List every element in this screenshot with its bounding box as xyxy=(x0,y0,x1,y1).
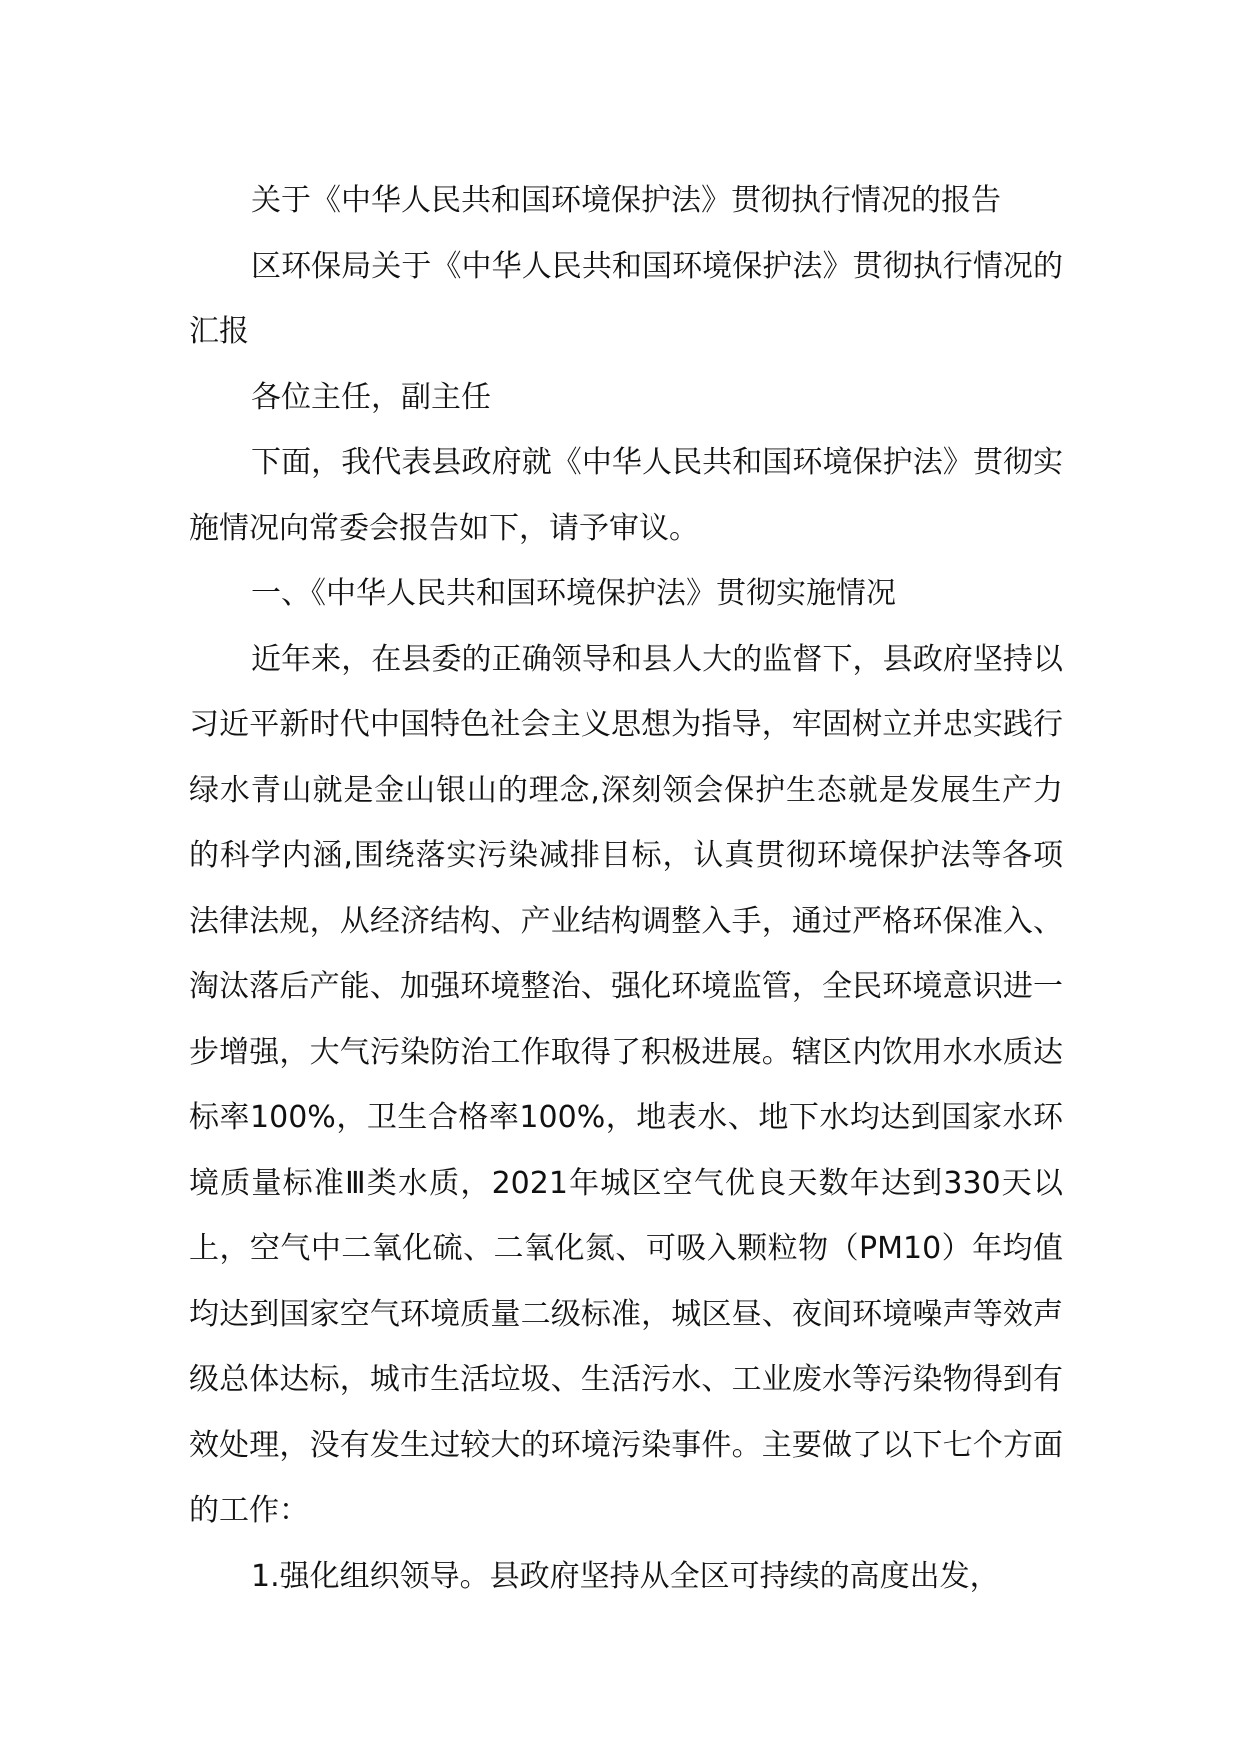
document-subtitle: 区环保局关于《中华人民共和国环境保护法》贯彻执行情况的汇报 xyxy=(189,248,1063,349)
salutation: 各位主任，副主任 xyxy=(251,379,491,415)
body-paragraph: 近年来，在县委的正确领导和县人大的监督下，县政府坚持以习近平新时代中国特色社会主义思想为指导，牢固树立并忠实践行绿水青山就是金山银山的理念,深刻领会保护生态就是发展生产力的科学内涵,围绕落实污染减排目标，认真贯彻环境保护法等各项法律法规，从经济结构、产业结构调整入手，通过严格环保准入、淘汰落后产能、加强环境整治、强化环境监管，全民环境意识进一步增强，大气污染防治工作取得了积极进展。辖区内饮用水水质达标率100%，卫生合格率100%，地表水、地下水均达到国家水环境质量标准Ⅲ类水质，2021年城区空气优良天数年达到330天以上，空气中二氧化硫、二氧化氮、可吸入颗粒物（PM10）年均值均达到国家空气环境质量二级标准，城区昼、夜间环境噪声等效声级总体达标，城市生活垃圾、生活污水、工业废水等污染物得到有效处理，没有发生过较大的环境污染事件。主要做了以下七个方面的工作： xyxy=(189,641,1063,1528)
list-item-1: 1.强化组织领导。县政府坚持从全区可持续的高度出发， xyxy=(251,1558,1000,1594)
section-heading: 一、《中华人民共和国环境保护法》贯彻实施情况 xyxy=(251,576,896,611)
intro-paragraph: 下面，我代表县政府就《中华人民共和国环境保护法》贯彻实施情况向常委会报告如下，请予审议。 xyxy=(189,445,1063,546)
document-title: 关于《中华人民共和国环境保护法》贯彻执行情况的报告 xyxy=(251,183,1001,218)
document-body xyxy=(189,168,1063,1609)
